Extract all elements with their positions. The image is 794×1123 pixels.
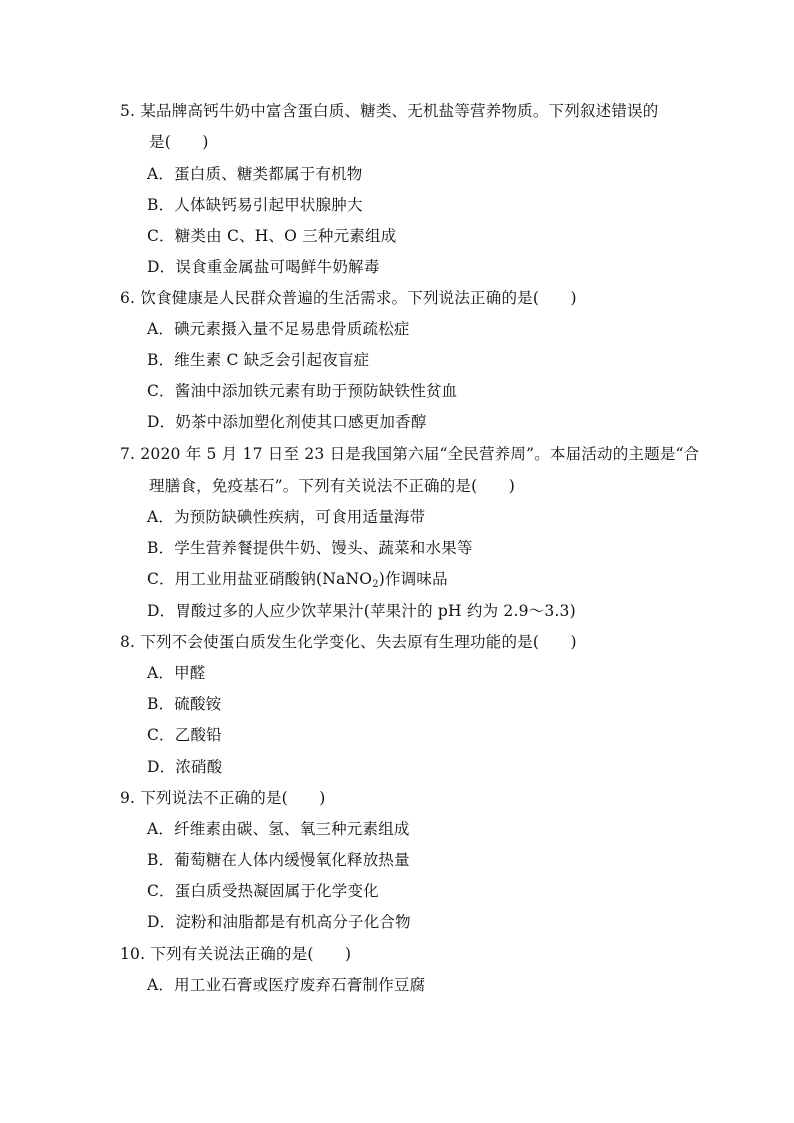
question-10-stem <box>120 944 351 964</box>
question-text: 某品牌高钙牛奶中富含蛋白质、糖类、无机盐等营养物质。下列叙述错误的 <box>140 102 659 120</box>
option-a: A．甲醛 <box>147 664 206 682</box>
option-a: A．用工业石膏或医疗废弃石膏制作豆腐 <box>147 976 426 994</box>
question-number: 8. <box>120 633 136 651</box>
option-c-text-end: )作调味品 <box>378 570 448 588</box>
question-text: 饮食健康是人民群众普遍的生活需求。下列说法正确的是( ) <box>140 289 577 307</box>
question-number: 10. <box>120 945 146 963</box>
option-b: B．人体缺钙易引起甲状腺肿大 <box>147 196 363 214</box>
option-d: D．胃酸过多的人应少饮苹果汁(苹果汁的 pH 约为 2.9～3.3) <box>147 602 576 620</box>
option-c: C．乙酸铅 <box>147 726 222 744</box>
option-d: D．奶茶中添加塑化剂使其口感更加香醇 <box>147 413 427 431</box>
question-number: 5. <box>120 102 136 120</box>
question-7-stem-cont: 理膳食，免疫基石”。下列有关说法不正确的是( ) <box>149 477 516 495</box>
option-d: D．误食重金属盐可喝鲜牛奶解毒 <box>147 258 380 276</box>
question-text: 2020 年 5 月 17 日至 23 日是我国第六届“全民营养周”。本届活动的主题是“合 <box>140 445 700 463</box>
question-number: 9. <box>120 789 136 807</box>
question-text: 下列说法不正确的是( ) <box>140 789 326 807</box>
option-b: B．维生素 C 缺乏会引起夜盲症 <box>147 351 370 369</box>
option-b: B．学生营养餐提供牛奶、馒头、蔬菜和水果等 <box>147 539 473 557</box>
subscript: 2 <box>372 579 379 590</box>
option-a: A．纤维素由碳、氢、氧三种元素组成 <box>147 820 410 838</box>
option-c: C．酱油中添加铁元素有助于预防缺铁性贫血 <box>147 382 458 400</box>
question-5-stem <box>120 101 658 121</box>
option-c-text: C．用工业用盐亚硝酸钠(NaNO <box>147 570 373 588</box>
question-text: 下列不会使蛋白质发生化学变化、失去原有生理功能的是( ) <box>140 633 577 651</box>
option-b: B．葡萄糖在人体内缓慢氧化释放热量 <box>147 851 410 869</box>
question-7-stem <box>120 444 699 464</box>
question-9-stem <box>120 788 326 808</box>
option-b: B．硫酸铵 <box>147 695 222 713</box>
option-d: D．浓硝酸 <box>147 758 223 776</box>
option-c: C．糖类由 C、H、O 三种元素组成 <box>147 227 397 245</box>
question-5-stem-cont: 是( ) <box>149 133 209 151</box>
question-number: 6. <box>120 289 136 307</box>
option-c <box>147 569 448 589</box>
question-8-stem <box>120 632 577 652</box>
question-6-stem <box>120 288 577 308</box>
question-text: 下列有关说法正确的是( ) <box>150 945 352 963</box>
option-a: A．为预防缺碘性疾病，可食用适量海带 <box>147 508 426 526</box>
option-a: A．蛋白质、糖类都属于有机物 <box>147 165 363 183</box>
question-number: 7. <box>120 445 136 463</box>
option-c: C．蛋白质受热凝固属于化学变化 <box>147 882 379 900</box>
option-a: A．碘元素摄入量不足易患骨质疏松症 <box>147 320 410 338</box>
option-d: D．淀粉和油脂都是有机高分子化合物 <box>147 913 411 931</box>
